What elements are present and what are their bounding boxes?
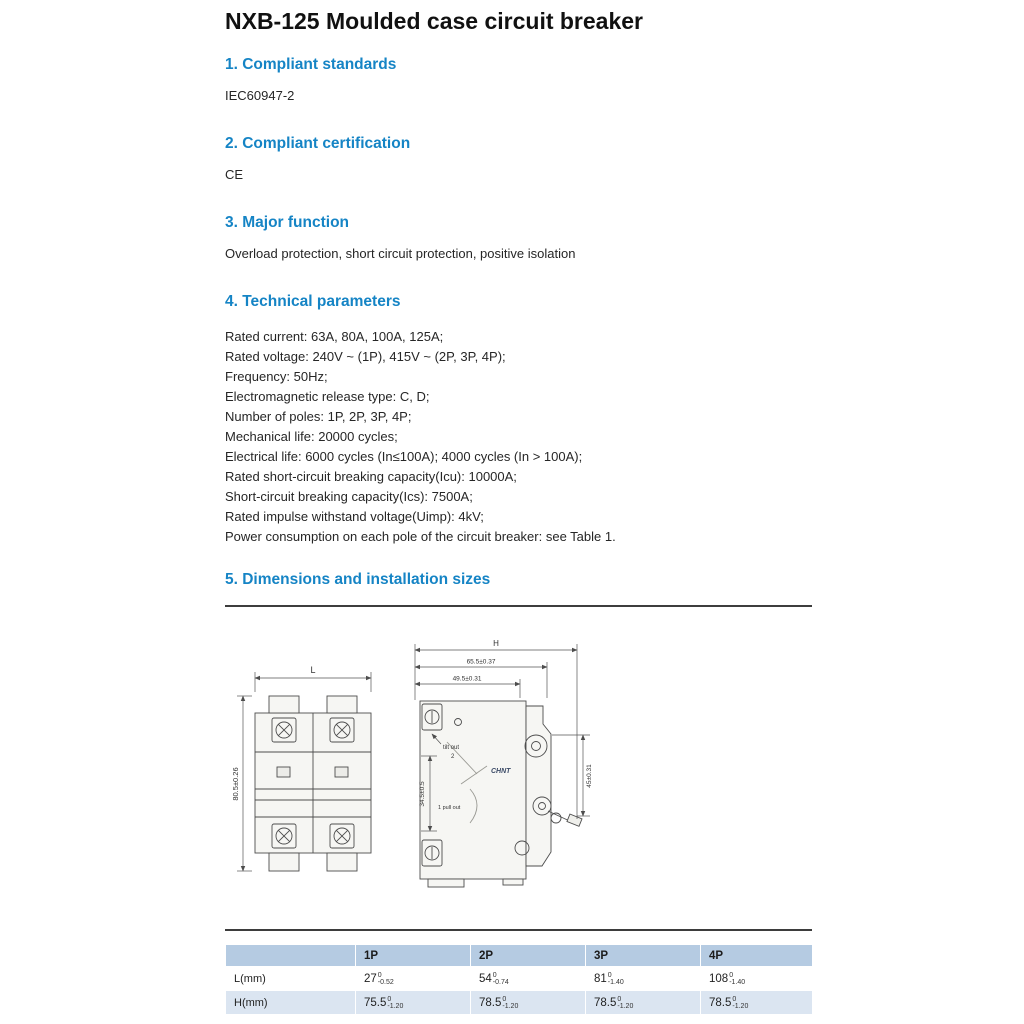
dim-label-34-5: 34.5±0.5	[419, 781, 426, 807]
param-line-ics: Short-circuit breaking capacity(Ics): 7500A;	[225, 489, 473, 504]
dimensions-diagram	[225, 634, 812, 902]
tolerance-value: 75.5 0 -1.20	[364, 995, 404, 1010]
param-line-power-consumption: Power consumption on each pole of the circuit breaker: see Table 1.	[225, 529, 616, 544]
side-view-drawing	[420, 701, 582, 887]
dimension-drawing-svg	[225, 634, 812, 902]
tolerance-value: 78.5 0 -1.20	[479, 995, 519, 1010]
dim-cell-l-1p	[356, 967, 471, 991]
technical-parameters-list	[225, 327, 812, 547]
dim-label-45: 45±0.31	[586, 764, 593, 788]
dim-label-width-l: L	[310, 665, 316, 675]
param-line-release-type: Electromagnetic release type: C, D;	[225, 389, 430, 404]
section-3-body: Overload protection, short circuit protection, positive isolation	[225, 246, 576, 261]
param-line-rated-voltage: Rated voltage: 240V ~ (1P), 415V ~ (2P, 3P, 4P);	[225, 349, 506, 364]
table-row-h	[226, 991, 813, 1015]
front-view-drawing	[255, 696, 371, 871]
param-line-mechanical-life: Mechanical life: 20000 cycles;	[225, 429, 398, 444]
tilt-out-label: tilt out	[443, 745, 460, 751]
divider-bottom	[225, 929, 812, 931]
dim-cell-l-3p	[586, 967, 701, 991]
dim-cell-h-1p	[356, 991, 471, 1015]
section-2-heading: 2. Compliant certification	[225, 135, 411, 152]
dim-label-h: H	[493, 639, 499, 648]
dim-label-65-5: 65.5±0.37	[466, 658, 496, 666]
table-header-blank	[226, 945, 356, 967]
dim-cell-h-4p	[701, 991, 813, 1015]
row-label-h: H(mm)	[226, 991, 356, 1015]
param-line-uimp: Rated impulse withstand voltage(Uimp): 4kV;	[225, 509, 484, 524]
section-3-heading: 3. Major function	[225, 214, 349, 231]
table-header-2p: 2P	[471, 945, 586, 967]
section-5-heading: 5. Dimensions and installation sizes	[225, 571, 491, 588]
table-header-4p: 4P	[701, 945, 813, 967]
section-dimensions	[225, 571, 812, 589]
dimensions-table	[225, 944, 813, 1015]
param-line-poles: Number of poles: 1P, 2P, 3P, 4P;	[225, 409, 412, 424]
brand-logo-text: CHNT	[491, 768, 511, 775]
dim-label-height-80-5: 80.5±0.26	[231, 767, 240, 801]
table-header-row	[226, 945, 813, 967]
param-line-electrical-life: Electrical life: 6000 cycles (In≤100A); 4000 cycles (In > 100A);	[225, 449, 583, 464]
tolerance-value: 54 0 -0.74	[479, 971, 509, 986]
section-1-body: IEC60947-2	[225, 88, 295, 103]
dim-cell-l-4p	[701, 967, 813, 991]
step-2-label: 2	[451, 754, 455, 760]
dim-cell-h-3p	[586, 991, 701, 1015]
dim-label-49-5: 49.5±0.31	[452, 675, 482, 683]
pull-out-label: 1 pull out	[438, 805, 461, 811]
divider-top	[225, 605, 812, 607]
section-compliant-certification	[225, 135, 812, 182]
dim-cell-h-2p	[471, 991, 586, 1015]
section-compliant-standards	[225, 56, 812, 103]
page-title: NXB-125 Moulded case circuit breaker	[225, 8, 643, 34]
section-major-function	[225, 214, 812, 261]
tolerance-value: 27 0 -0.52	[364, 971, 394, 986]
table-header-1p: 1P	[356, 945, 471, 967]
section-2-body: CE	[225, 167, 244, 182]
dim-cell-l-2p	[471, 967, 586, 991]
section-4-heading: 4. Technical parameters	[225, 293, 401, 310]
param-line-icu: Rated short-circuit breaking capacity(Icu): 10000A;	[225, 469, 517, 484]
section-technical-parameters	[225, 293, 812, 547]
tolerance-value: 78.5 0 -1.20	[594, 995, 634, 1010]
param-line-rated-current: Rated current: 63A, 80A, 100A, 125A;	[225, 329, 444, 344]
row-label-l: L(mm)	[226, 967, 356, 991]
table-row-l	[226, 967, 813, 991]
tolerance-value: 78.5 0 -1.20	[709, 995, 749, 1010]
param-line-frequency: Frequency: 50Hz;	[225, 369, 328, 384]
tolerance-value: 81 0 -1.40	[594, 971, 624, 986]
section-1-heading: 1. Compliant standards	[225, 56, 397, 73]
table-header-3p: 3P	[586, 945, 701, 967]
tolerance-value: 108 0 -1.40	[709, 971, 746, 986]
